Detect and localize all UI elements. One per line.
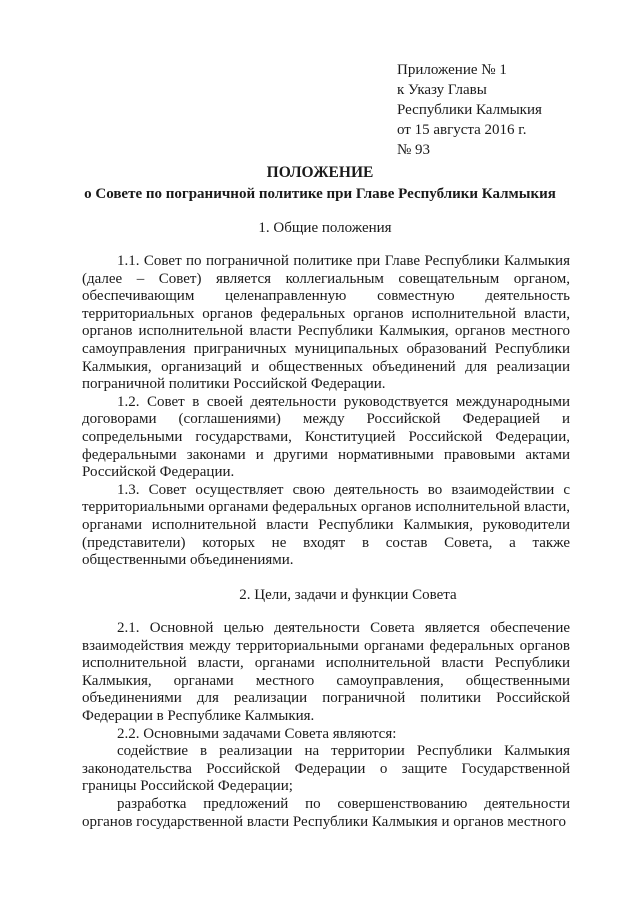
task-item-1: содействие в реализации на территории Республики Калмыкия законодательства Российской Федерации о защите Государственной границы Российской Федерации; — [82, 743, 570, 795]
section-heading-general: 1. Общие положения — [258, 220, 392, 236]
paragraph-1-2: 1.2. Совет в своей деятельности руководствуется международными договорами (соглашениями) между Российской Федерацией и сопредельными государствами, Конституцией Российской Федерации, федеральными законами и другими нормативными правовыми актами Российской Федерации. — [82, 393, 570, 481]
paragraph-2-1: 2.1. Основной целью деятельности Совета является обеспечение взаимодействия между территориальными органами федеральных органов исполнительной власти, органами исполнительной власти Республики Калмыкия, органами местного самоуправления, общественными объединениями для реализации пограничной политики Российской Федерации в Республике Калмыкия. — [82, 620, 570, 724]
appendix-line: Приложение № 1 — [397, 62, 507, 78]
appendix-line: Республики Калмыкия — [397, 102, 542, 118]
task-item-2: разработка предложений по совершенствованию деятельности органов государственной власти Республики Калмыкия и органов местного — [82, 795, 570, 830]
document-subtitle: о Совете по пограничной политике при Главе Республики Калмыкия — [84, 186, 556, 202]
appendix-date: от 15 августа 2016 г. — [397, 122, 527, 138]
appendix-number: № 93 — [397, 142, 431, 158]
section-goals-body — [82, 620, 570, 831]
paragraph-1-1: 1.1. Совет по пограничной политике при Главе Республики Калмыкия (далее – Совет) является коллегиальным совещательным органом, обеспечивающим целенаправленную совместную деятельность территориальных органов федеральных органов исполнительной власти, органов исполнительной власти Республики Калмыкия, органов местного самоуправления приграничных муниципальных образований Республики Калмыкия, организаций и общественных объединений для реализации пограничной политики Российской Федерации. — [82, 253, 570, 393]
section-heading-goals: 2. Цели, задачи и функции Совета — [239, 587, 457, 603]
paragraph-1-3: 1.3. Совет осуществляет свою деятельность во взаимодействии с территориальными органами федеральных органов исполнительной власти, органами исполнительной власти Республики Калмыкия, руководители (представители) которых не входят в состав Совета, а также общественными объединениями. — [82, 481, 570, 569]
paragraph-2-2: 2.2. Основными задачами Совета являются: — [117, 725, 397, 742]
appendix-line: к Указу Главы — [397, 82, 487, 98]
section-general-body — [82, 253, 570, 570]
appendix-note — [397, 60, 542, 160]
document-title: ПОЛОЖЕНИЕ — [266, 164, 374, 181]
